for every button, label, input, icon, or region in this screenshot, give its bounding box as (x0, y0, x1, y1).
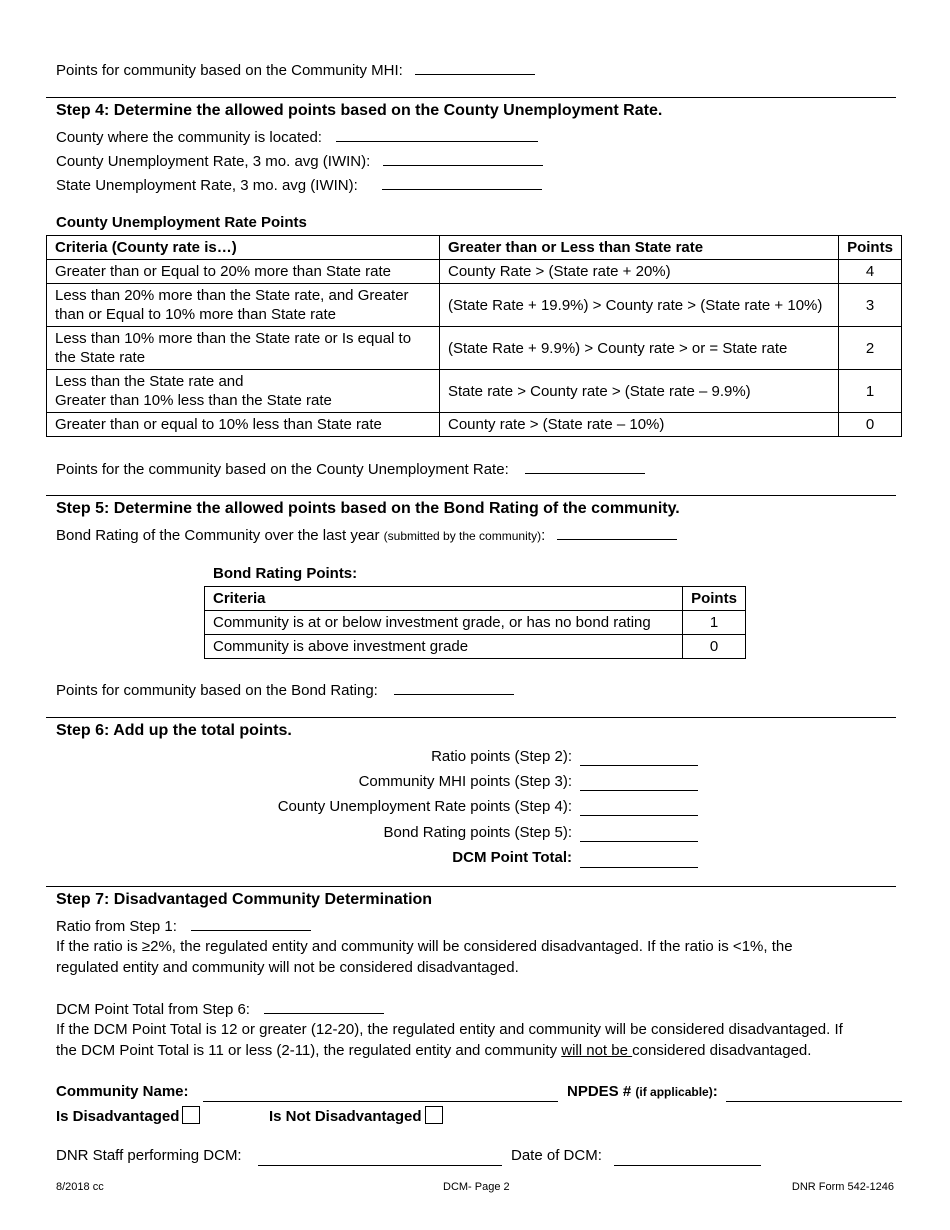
county-rate-label: County Unemployment Rate, 3 mo. avg (IWIN): (56, 153, 371, 170)
criteria-line-2: the State rate (55, 349, 146, 366)
ratio-step1-field[interactable] (191, 916, 311, 931)
county-rate-row (56, 151, 543, 170)
bond-rating-colon: : (541, 527, 546, 544)
step7-title: Step 7: Disadvantaged Community Determination (56, 891, 433, 908)
community-name-label: Community Name: (56, 1083, 189, 1100)
mhi-points-label: Points for community based on the Community MHI: (56, 62, 403, 79)
comparison-cell: County Rate > (State rate + 20%) (440, 260, 839, 284)
comparison-cell: County rate > (State rate – 10%) (440, 413, 839, 437)
staff-label: DNR Staff performing DCM: (56, 1147, 242, 1164)
dcm-step6-label: DCM Point Total from Step 6: (56, 1001, 250, 1018)
dcm-text-part: the DCM Point Total is 11 or less (2-11), the regulated entity and community (56, 1042, 562, 1059)
dcm-step6-field[interactable] (264, 999, 384, 1014)
bond-rating-field[interactable] (557, 525, 677, 540)
header-comparison: Greater than or Less than State rate (440, 236, 839, 260)
table-row (47, 327, 902, 370)
table-row (47, 260, 902, 284)
county-table-title: County Unemployment Rate Points (56, 214, 307, 231)
table-row (205, 635, 746, 659)
comparison-cell: (State Rate + 9.9%) > County rate > or = State rate (440, 327, 839, 370)
npdes-label: NPDES # (567, 1083, 632, 1100)
is-disadvantaged-label: Is Disadvantaged (56, 1108, 180, 1125)
ratio-text-line-1: If the ratio is ≥2%, the regulated entity and community will be considered disadvantaged. If the ratio is <1%, the (56, 938, 793, 955)
criteria-cell: Community is at or below investment grade, or has no bond rating (205, 611, 683, 635)
dcm-text-underlined: will not be (561, 1042, 633, 1059)
footer-page: DCM- Page 2 (443, 1181, 510, 1193)
bond-rating-row (56, 525, 677, 544)
unemployment-points-row (56, 459, 645, 478)
header-criteria: Criteria (County rate is…) (47, 236, 440, 260)
footer-form-number: DNR Form 542-1246 (791, 1181, 894, 1193)
is-not-disadvantaged-checkbox[interactable] (425, 1106, 443, 1124)
state-rate-label: State Unemployment Rate, 3 mo. avg (IWIN): (56, 177, 358, 194)
step5-title: Step 5: Determine the allowed points based on the Bond Rating of the community. (56, 500, 680, 517)
county-row (56, 127, 538, 146)
bond-rating-table (204, 586, 746, 659)
step6-title: Step 6: Add up the total points. (56, 722, 292, 739)
criteria-line-2: Greater than 10% less than the State rate (55, 392, 332, 409)
criteria-cell (47, 284, 440, 327)
dcm-total-field[interactable] (580, 853, 698, 868)
criteria-line-1: Less than 20% more than the State rate, and Greater (55, 287, 409, 304)
npdes-row (567, 1083, 718, 1100)
table-row (205, 611, 746, 635)
header-points: Points (839, 236, 902, 260)
dcm-step6-row (56, 999, 384, 1018)
points-cell: 2 (839, 327, 902, 370)
criteria-line-2: than or Equal to 10% more than State rate (55, 306, 337, 323)
divider (46, 717, 896, 718)
criteria-cell: Community is above investment grade (205, 635, 683, 659)
points-cell: 3 (839, 284, 902, 327)
comparison-cell: (State Rate + 19.9%) > County rate > (State rate + 10%) (440, 284, 839, 327)
points-cell: 4 (839, 260, 902, 284)
state-rate-row (56, 175, 542, 194)
criteria-line-1: Less than the State rate and (55, 373, 244, 390)
points-cell: 1 (683, 611, 746, 635)
is-disadvantaged-row (56, 1106, 200, 1125)
date-field[interactable] (614, 1151, 761, 1166)
table-row (47, 413, 902, 437)
county-field[interactable] (336, 127, 538, 142)
unemp-points-step-label: County Unemployment Rate points (Step 4): (277, 798, 572, 815)
ratio-step1-label: Ratio from Step 1: (56, 918, 177, 935)
table-header-row (47, 236, 902, 260)
header-criteria: Criteria (205, 587, 683, 611)
dcm-total-label: DCM Point Total: (452, 849, 572, 866)
bond-points-field[interactable] (394, 680, 514, 695)
step4-title: Step 4: Determine the allowed points based on the County Unemployment Rate. (56, 102, 663, 119)
header-points: Points (683, 587, 746, 611)
npdes-colon: : (712, 1083, 718, 1100)
ratio-points-field[interactable] (580, 751, 698, 766)
county-rate-field[interactable] (383, 151, 543, 166)
table-row (47, 284, 902, 327)
bond-table-title: Bond Rating Points: (213, 565, 358, 582)
points-cell: 0 (683, 635, 746, 659)
county-label: County where the community is located: (56, 129, 322, 146)
ratio-step1-row (56, 916, 311, 935)
footer-date: 8/2018 cc (56, 1181, 104, 1193)
staff-field[interactable] (258, 1151, 502, 1166)
divider (46, 97, 896, 98)
comparison-cell: State rate > County rate > (State rate – 9.9%) (440, 370, 839, 413)
state-rate-field[interactable] (382, 175, 542, 190)
dcm-text-line-2 (56, 1042, 811, 1059)
divider (46, 495, 896, 496)
bond-points-step-field[interactable] (580, 827, 698, 842)
dcm-text-part: considered disadvantaged. (632, 1042, 812, 1059)
points-cell: 1 (839, 370, 902, 413)
mhi-points-field[interactable] (415, 60, 535, 75)
is-not-disadvantaged-row (269, 1106, 443, 1125)
bond-rating-note: (submitted by the community) (383, 529, 542, 543)
npdes-note: (if applicable) (635, 1085, 713, 1099)
criteria-cell (47, 327, 440, 370)
mhi-points-step-field[interactable] (580, 776, 698, 791)
date-label: Date of DCM: (511, 1147, 602, 1164)
unemployment-points-label: Points for the community based on the County Unemployment Rate: (56, 461, 509, 478)
ratio-points-label: Ratio points (Step 2): (431, 748, 572, 765)
criteria-line-1: Less than 10% more than the State rate or Is equal to (55, 330, 412, 347)
npdes-field[interactable] (726, 1087, 902, 1102)
dcm-text-line-1: If the DCM Point Total is 12 or greater (12-20), the regulated entity and community will be considered disadvantaged. If (56, 1021, 843, 1038)
criteria-cell: Greater than or equal to 10% less than State rate (47, 413, 440, 437)
criteria-cell: Greater than or Equal to 20% more than State rate (47, 260, 440, 284)
bond-points-step-label: Bond Rating points (Step 5): (383, 824, 572, 841)
unemployment-points-field[interactable] (525, 459, 645, 474)
table-row (47, 370, 902, 413)
mhi-points-row (56, 60, 535, 79)
table-header-row (205, 587, 746, 611)
is-not-disadvantaged-label: Is Not Disadvantaged (269, 1108, 422, 1125)
community-name-field[interactable] (203, 1087, 558, 1102)
criteria-cell (47, 370, 440, 413)
bond-rating-label: Bond Rating of the Community over the last year (56, 527, 380, 544)
county-unemployment-table (46, 235, 902, 437)
ratio-text-line-2: regulated entity and community will not be considered disadvantaged. (56, 959, 519, 976)
bond-points-label: Points for community based on the Bond Rating: (56, 682, 378, 699)
unemp-points-step-field[interactable] (580, 801, 698, 816)
mhi-points-step-label: Community MHI points (Step 3): (358, 773, 572, 790)
bond-points-row (56, 680, 514, 699)
points-cell: 0 (839, 413, 902, 437)
is-disadvantaged-checkbox[interactable] (182, 1106, 200, 1124)
divider (46, 886, 896, 887)
